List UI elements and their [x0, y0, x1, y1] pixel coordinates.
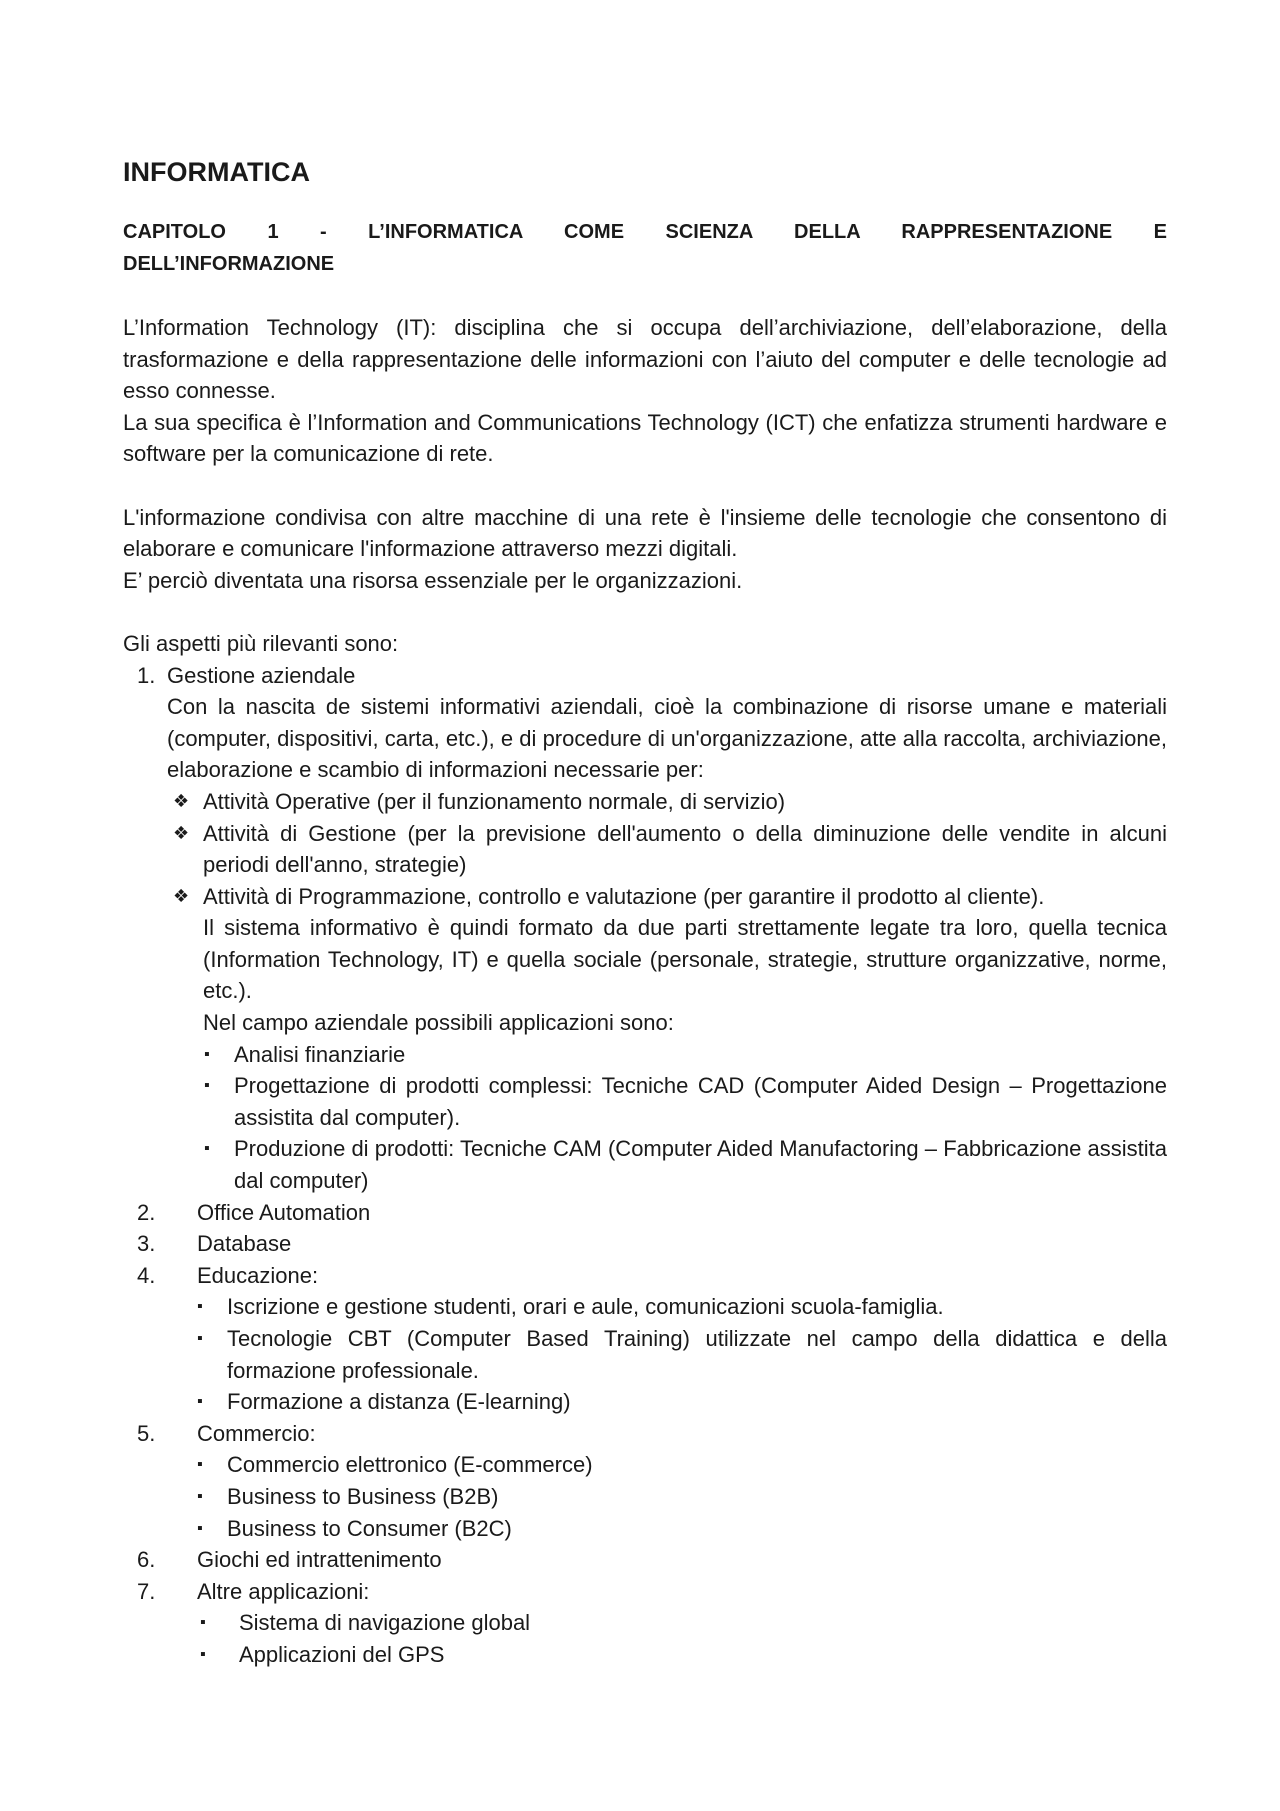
sub-item	[123, 1323, 1167, 1386]
list-item	[123, 1197, 1167, 1229]
app-text: Produzione di prodotti: Tecniche CAM (Computer Aided Manufactoring – Fabbricazione assistita dal computer)	[234, 1136, 1167, 1194]
app-text: Progettazione di prodotti complessi: Tecniche CAD (Computer Aided Design – Progettazione assistita dal computer).	[234, 1073, 1167, 1130]
app-text: Analisi finanziarie	[234, 1041, 406, 1067]
sub-item	[123, 1291, 1167, 1323]
sub-item-text: Business to Consumer (B2C)	[227, 1515, 512, 1541]
chapter-heading: CAPITOLO 1 - L’INFORMATICA COME SCIENZA DELLA RAPPRESENTAZIONE E	[123, 221, 1167, 243]
sub-item	[123, 1449, 1167, 1481]
list-number: 3.	[137, 1231, 156, 1257]
list-item	[123, 1228, 1167, 1260]
sub-item-text: Commercio elettronico (E-commerce)	[227, 1452, 593, 1478]
activity-text: Attività di Gestione (per la previsione dell'aumento o della diminuzione delle vendite in alcuni periodi dell'anno, strategie)	[203, 820, 1167, 878]
square-bullet-icon: ▪	[197, 1330, 203, 1347]
list-item	[123, 1576, 1167, 1608]
list-item-label: Office Automation	[197, 1199, 371, 1225]
sub-item	[123, 1386, 1167, 1418]
list-item-label: Educazione:	[197, 1262, 319, 1288]
list-item	[123, 660, 1167, 692]
list-item-label: Gestione aziendale	[167, 662, 356, 688]
diamond-bullet-icon: ❖	[173, 790, 190, 811]
square-bullet-icon: ▪	[197, 1298, 203, 1316]
sub-item-text: Sistema di navigazione global	[239, 1610, 531, 1636]
sub-item	[123, 1513, 1167, 1545]
sub-item	[123, 1607, 1167, 1639]
list-number: 1.	[137, 662, 156, 688]
diamond-bullet-icon: ❖	[173, 822, 190, 843]
item-description: Con la nascita de sistemi informativi aziendali, cioè la combinazione di risorse umane e materiali (computer, dispositivi, carta, etc.), e di procedure di un'organizzazione, atte alla raccolta, archiviazione, elaborazione e scambio di informazioni necessarie per:	[167, 694, 1167, 783]
app-item	[123, 1133, 1167, 1196]
activity-item	[123, 881, 1167, 913]
activity-text: Attività di Programmazione, controllo e valutazione (per garantire il prodotto al cliente).	[203, 883, 1045, 909]
square-bullet-icon: ▪	[200, 1614, 206, 1632]
square-bullet-icon: ▪	[197, 1393, 203, 1411]
paragraph-ict: La sua specifica è l’Information and Communications Technology (ICT) che enfatizza strumenti hardware e software per la comunicazione di rete.	[123, 409, 1167, 467]
list-number: 4.	[137, 1262, 156, 1288]
list-number: 2.	[137, 1199, 156, 1225]
paragraph-it-definition: L’Information Technology (IT): disciplina che si occupa dell’archiviazione, dell’elaborazione, della trasformazione e della rappresentazione delle informazioni con l’aiuto del computer e delle tecnologie ad esso connesse.	[123, 315, 1167, 404]
sub-item-text: Iscrizione e gestione studenti, orari e aule, comunicazioni scuola-famiglia.	[227, 1294, 944, 1320]
list-number: 5.	[137, 1420, 156, 1446]
activity-item	[123, 818, 1167, 881]
system-description: Il sistema informativo è quindi formato da due parti strettamente legate tra loro, quella tecnica (Information Technology, IT) e quella sociale (personale, strategie, strutture organizzative, norme, etc.).	[203, 915, 1167, 1004]
list-item-label: Altre applicazioni:	[197, 1578, 370, 1604]
sub-item	[123, 1481, 1167, 1513]
app-item	[123, 1070, 1167, 1133]
page-title: INFORMATICA	[123, 157, 310, 187]
square-bullet-icon: ▪	[197, 1487, 203, 1505]
list-item-label: Commercio:	[197, 1420, 316, 1446]
sub-item-text: Tecnologie CBT (Computer Based Training) utilizzate nel campo della didattica e della formazione professionale.	[227, 1326, 1167, 1383]
apps-intro: Nel campo aziendale possibili applicazioni sono:	[203, 1010, 674, 1036]
app-item	[123, 1039, 1167, 1071]
sub-item-text: Formazione a distanza (E-learning)	[227, 1389, 571, 1415]
sub-item	[123, 1639, 1167, 1671]
diamond-bullet-icon: ❖	[173, 885, 190, 906]
list-item	[123, 1418, 1167, 1450]
list-item	[123, 1260, 1167, 1292]
list-number: 7.	[137, 1578, 156, 1604]
sub-item-text: Business to Business (B2B)	[227, 1483, 499, 1509]
aspects-intro: Gli aspetti più rilevanti sono:	[123, 630, 399, 656]
paragraph-essential-resource: E’ perciò diventata una risorsa essenziale per le organizzazioni.	[123, 567, 743, 593]
chapter-heading-continued: DELL’INFORMAZIONE	[123, 253, 335, 275]
square-bullet-icon: ▪	[204, 1077, 210, 1095]
activity-text: Attività Operative (per il funzionamento normale, di servizio)	[203, 788, 786, 814]
square-bullet-icon: ▪	[204, 1045, 210, 1063]
list-number: 6.	[137, 1547, 156, 1573]
list-item-label: Database	[197, 1231, 292, 1257]
activity-item	[123, 786, 1167, 818]
document-page	[123, 152, 1167, 1671]
square-bullet-icon: ▪	[200, 1645, 206, 1663]
square-bullet-icon: ▪	[197, 1519, 203, 1537]
square-bullet-icon: ▪	[204, 1140, 210, 1158]
paragraph-shared-info: L'informazione condivisa con altre macchine di una rete è l'insieme delle tecnologie che consentono di elaborare e comunicare l'informazione attraverso mezzi digitali.	[123, 504, 1167, 562]
square-bullet-icon: ▪	[197, 1456, 203, 1474]
sub-item-text: Applicazioni del GPS	[239, 1641, 445, 1667]
list-item-label: Giochi ed intrattenimento	[197, 1547, 442, 1573]
list-item	[123, 1544, 1167, 1576]
